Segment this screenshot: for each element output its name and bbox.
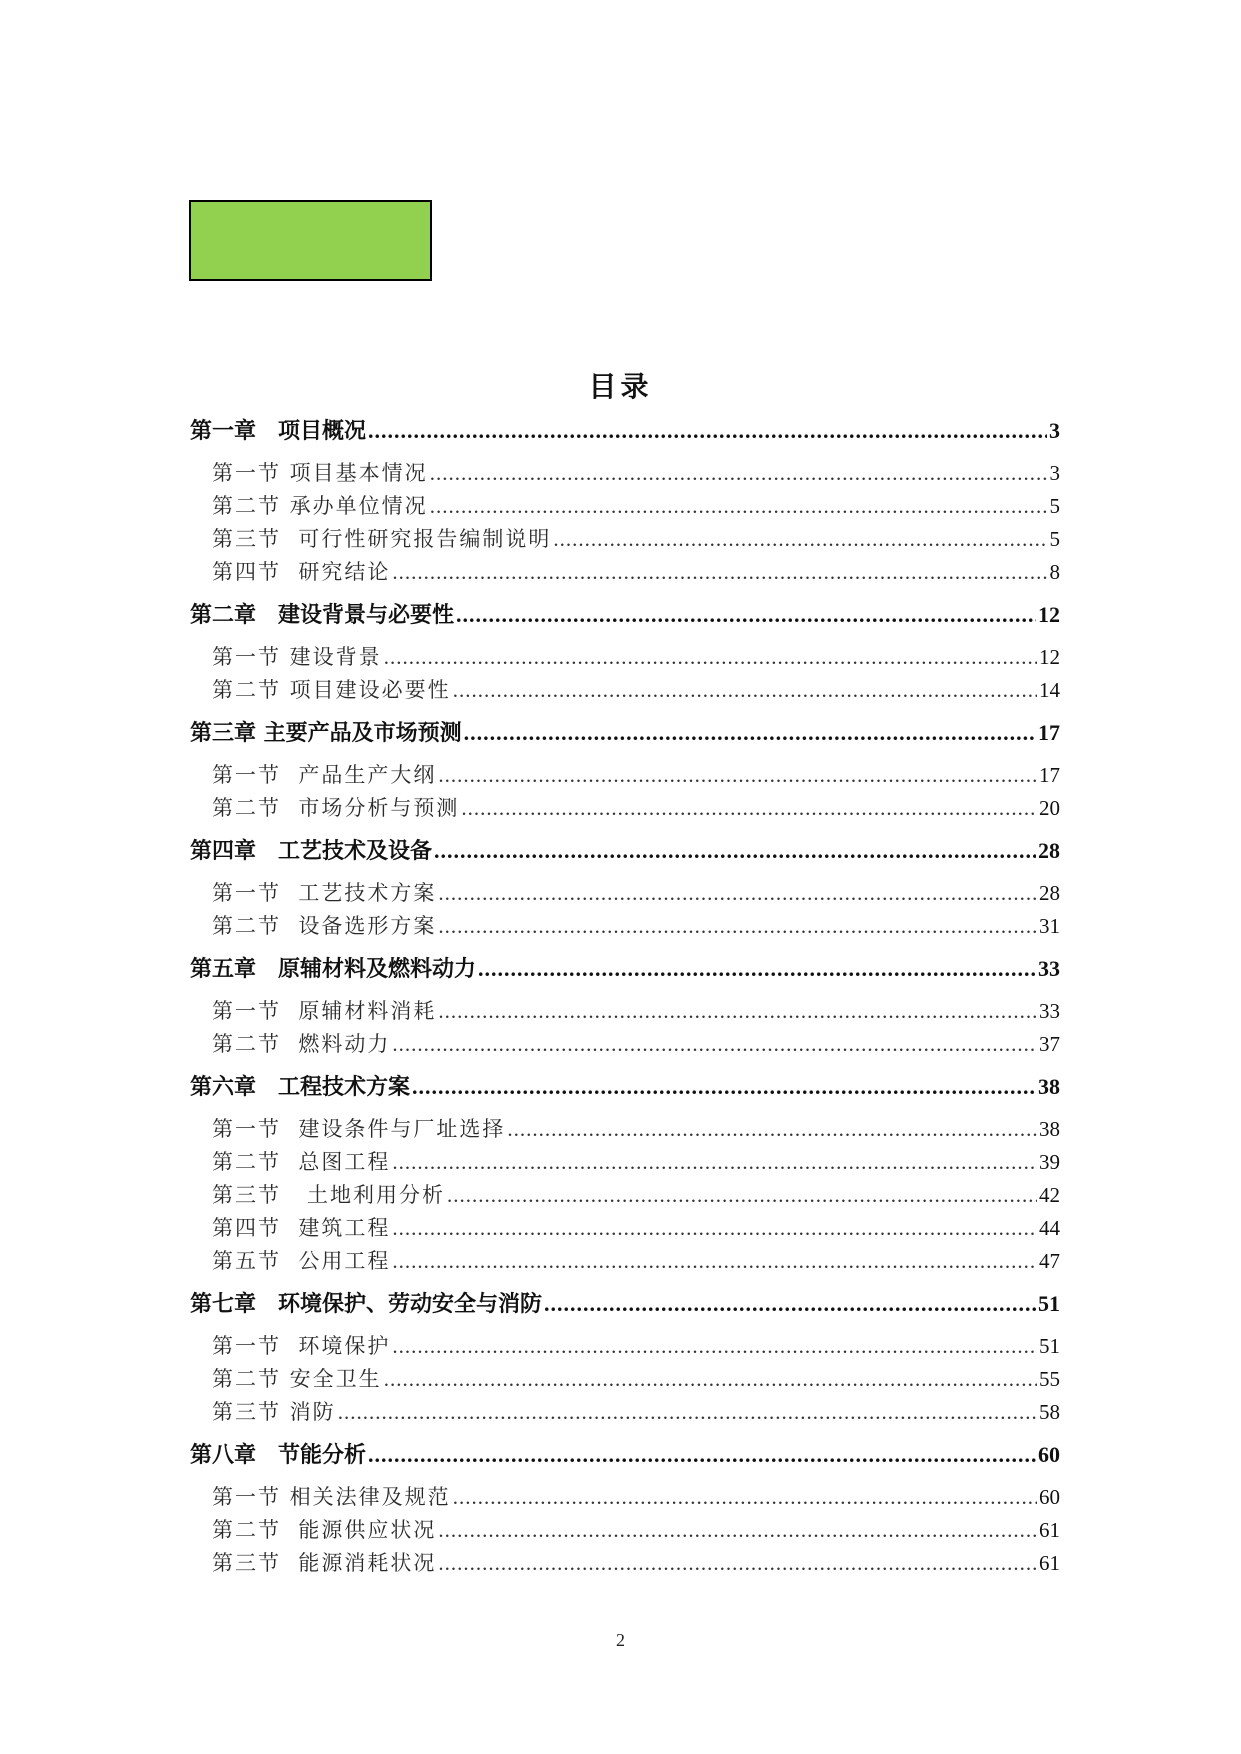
- dot-leader: [553, 523, 1047, 556]
- chapter-page-number: 3: [1049, 418, 1060, 443]
- section-page-number: 61: [1039, 1518, 1060, 1542]
- chapter-title: 第四章 工艺技术及设备: [190, 839, 433, 864]
- toc-chapter-entry[interactable]: [190, 1070, 1060, 1103]
- section-title: 第五节 公用工程: [212, 1249, 391, 1273]
- toc-section-entry[interactable]: [190, 1146, 1060, 1179]
- dot-leader: [384, 1363, 1037, 1396]
- section-page-number: 3: [1049, 461, 1060, 485]
- section-title: 第二节 总图工程: [212, 1150, 391, 1174]
- section-title: 第一节 原辅材料消耗: [212, 999, 437, 1023]
- toc-section-entry[interactable]: [190, 910, 1060, 943]
- section-title: 第二节 安全卫生: [212, 1367, 382, 1391]
- section-page-number: 55: [1039, 1367, 1060, 1391]
- section-title: 第四节 建筑工程: [212, 1216, 391, 1240]
- toc-section-entry[interactable]: [190, 1212, 1060, 1245]
- toc-section-entry[interactable]: [190, 490, 1060, 523]
- section-list: [190, 759, 1060, 825]
- page-number: 2: [616, 1630, 625, 1650]
- section-title: 第一节 环境保护: [212, 1334, 391, 1358]
- dot-leader: [438, 1514, 1037, 1547]
- dot-leader: [438, 910, 1037, 943]
- chapter-title: 第六章 工程技术方案: [190, 1075, 411, 1100]
- dot-leader: [392, 1245, 1037, 1278]
- dot-leader: [392, 1330, 1037, 1363]
- chapter-title: 第二章 建设背景与必要性: [190, 603, 455, 628]
- dot-leader: [453, 674, 1037, 707]
- toc-chapter-entry[interactable]: [190, 414, 1060, 447]
- section-title: 第三节 可行性研究报告编制说明: [212, 527, 552, 551]
- chapter-title: 第一章 项目概况: [190, 419, 367, 444]
- section-page-number: 20: [1039, 796, 1060, 820]
- chapter-page-number: 33: [1038, 956, 1060, 981]
- chapter-page-number: 12: [1038, 602, 1060, 627]
- chapter-page-number: 17: [1038, 720, 1060, 745]
- section-page-number: 28: [1039, 881, 1060, 905]
- dot-leader: [438, 759, 1037, 792]
- section-page-number: 37: [1039, 1032, 1060, 1056]
- toc-section-entry[interactable]: [190, 556, 1060, 589]
- toc-section-entry[interactable]: [190, 1363, 1060, 1396]
- section-page-number: 8: [1049, 560, 1060, 584]
- section-page-number: 42: [1039, 1183, 1060, 1207]
- chapter-title: 第五章 原辅材料及燃料动力: [190, 957, 477, 982]
- section-title: 第一节 建设背景: [212, 645, 382, 669]
- dot-leader: [392, 1146, 1037, 1179]
- toc-section-entry[interactable]: [190, 759, 1060, 792]
- dot-leader: [392, 1212, 1037, 1245]
- dot-leader: [434, 834, 1036, 868]
- section-title: 第一节 建设条件与厂址选择: [212, 1117, 506, 1141]
- section-page-number: 51: [1039, 1334, 1060, 1358]
- section-page-number: 33: [1039, 999, 1060, 1023]
- chapter-title: 第八章 节能分析: [190, 1443, 367, 1468]
- dot-leader: [438, 1547, 1037, 1580]
- dot-leader: [430, 457, 1048, 490]
- section-page-number: 47: [1039, 1249, 1060, 1273]
- chapter-page-number: 28: [1038, 838, 1060, 863]
- dot-leader: [507, 1113, 1037, 1146]
- toc-chapter-entry[interactable]: [190, 1287, 1060, 1320]
- dot-leader: [392, 556, 1047, 589]
- chapter-page-number: 51: [1038, 1291, 1060, 1316]
- section-title: 第二节 能源供应状况: [212, 1518, 437, 1542]
- toc-chapter-entry[interactable]: [190, 598, 1060, 631]
- section-title: 第二节 燃料动力: [212, 1032, 391, 1056]
- section-title: 第二节 设备选形方案: [212, 914, 437, 938]
- dot-leader: [438, 995, 1037, 1028]
- toc-section-entry[interactable]: [190, 995, 1060, 1028]
- section-title: 第二节 承办单位情况: [212, 494, 428, 518]
- dot-leader: [368, 414, 1047, 448]
- section-title: 第一节 产品生产大纲: [212, 763, 437, 787]
- section-list: [190, 877, 1060, 943]
- dot-leader: [478, 952, 1036, 986]
- section-page-number: 31: [1039, 914, 1060, 938]
- toc-section-entry[interactable]: [190, 1481, 1060, 1514]
- toc-section-entry[interactable]: [190, 1396, 1060, 1429]
- dot-leader: [447, 1179, 1037, 1212]
- section-page-number: 61: [1039, 1551, 1060, 1575]
- toc-section-entry[interactable]: [190, 1547, 1060, 1580]
- toc-section-entry[interactable]: [190, 1514, 1060, 1547]
- dot-leader: [461, 792, 1037, 825]
- section-page-number: 58: [1039, 1400, 1060, 1424]
- dot-leader: [464, 716, 1036, 750]
- dot-leader: [392, 1028, 1037, 1061]
- section-title: 第二节 市场分析与预测: [212, 796, 460, 820]
- section-list: [190, 641, 1060, 707]
- toc-section-entry[interactable]: [190, 1113, 1060, 1146]
- toc-chapter-entry[interactable]: [190, 1438, 1060, 1471]
- section-title: 第四节 研究结论: [212, 560, 391, 584]
- dot-leader: [338, 1396, 1037, 1429]
- dot-leader: [430, 490, 1048, 523]
- toc-section-entry[interactable]: [190, 1330, 1060, 1363]
- chapter-page-number: 60: [1038, 1442, 1060, 1467]
- chapter-title: 第七章 环境保护、劳动安全与消防: [190, 1292, 543, 1317]
- toc-section-entry[interactable]: [190, 674, 1060, 707]
- toc-section-entry[interactable]: [190, 792, 1060, 825]
- section-list: [190, 1481, 1060, 1580]
- section-page-number: 60: [1039, 1485, 1060, 1509]
- toc-chapter-entry[interactable]: [190, 952, 1060, 985]
- toc-section-entry[interactable]: [190, 641, 1060, 674]
- section-title: 第三节 能源消耗状况: [212, 1551, 437, 1575]
- dot-leader: [438, 877, 1037, 910]
- toc-section-entry[interactable]: [190, 1028, 1060, 1061]
- dot-leader: [544, 1287, 1036, 1321]
- table-of-contents: [190, 414, 1060, 1580]
- dot-leader: [456, 598, 1036, 632]
- toc-section-entry[interactable]: [190, 1179, 1060, 1212]
- section-page-number: 14: [1039, 678, 1060, 702]
- section-list: [190, 457, 1060, 589]
- toc-section-entry[interactable]: [190, 877, 1060, 910]
- section-page-number: 44: [1039, 1216, 1060, 1240]
- section-list: [190, 1113, 1060, 1278]
- section-title: 第一节 相关法律及规范: [212, 1485, 451, 1509]
- section-title: 第三节 土地利用分析: [212, 1183, 446, 1207]
- section-title: 第一节 项目基本情况: [212, 461, 428, 485]
- dot-leader: [453, 1481, 1037, 1514]
- section-page-number: 12: [1039, 645, 1060, 669]
- chapter-page-number: 38: [1038, 1074, 1060, 1099]
- dot-leader: [412, 1070, 1036, 1104]
- toc-title: 目录: [588, 370, 653, 403]
- section-list: [190, 995, 1060, 1061]
- section-list: [190, 1330, 1060, 1429]
- toc-chapter-entry[interactable]: [190, 716, 1060, 749]
- green-highlight-box: [189, 200, 432, 281]
- section-page-number: 5: [1049, 527, 1060, 551]
- dot-leader: [368, 1438, 1036, 1472]
- toc-section-entry[interactable]: [190, 457, 1060, 490]
- section-title: 第二节 项目建设必要性: [212, 678, 451, 702]
- section-page-number: 38: [1039, 1117, 1060, 1141]
- section-page-number: 17: [1039, 763, 1060, 787]
- section-title: 第一节 工艺技术方案: [212, 881, 437, 905]
- toc-section-entry[interactable]: [190, 523, 1060, 556]
- toc-section-entry[interactable]: [190, 1245, 1060, 1278]
- toc-chapter-entry[interactable]: [190, 834, 1060, 867]
- section-page-number: 5: [1049, 494, 1060, 518]
- dot-leader: [384, 641, 1037, 674]
- chapter-title: 第三章 主要产品及市场预测: [190, 721, 462, 746]
- section-title: 第三节 消防: [212, 1400, 336, 1424]
- section-page-number: 39: [1039, 1150, 1060, 1174]
